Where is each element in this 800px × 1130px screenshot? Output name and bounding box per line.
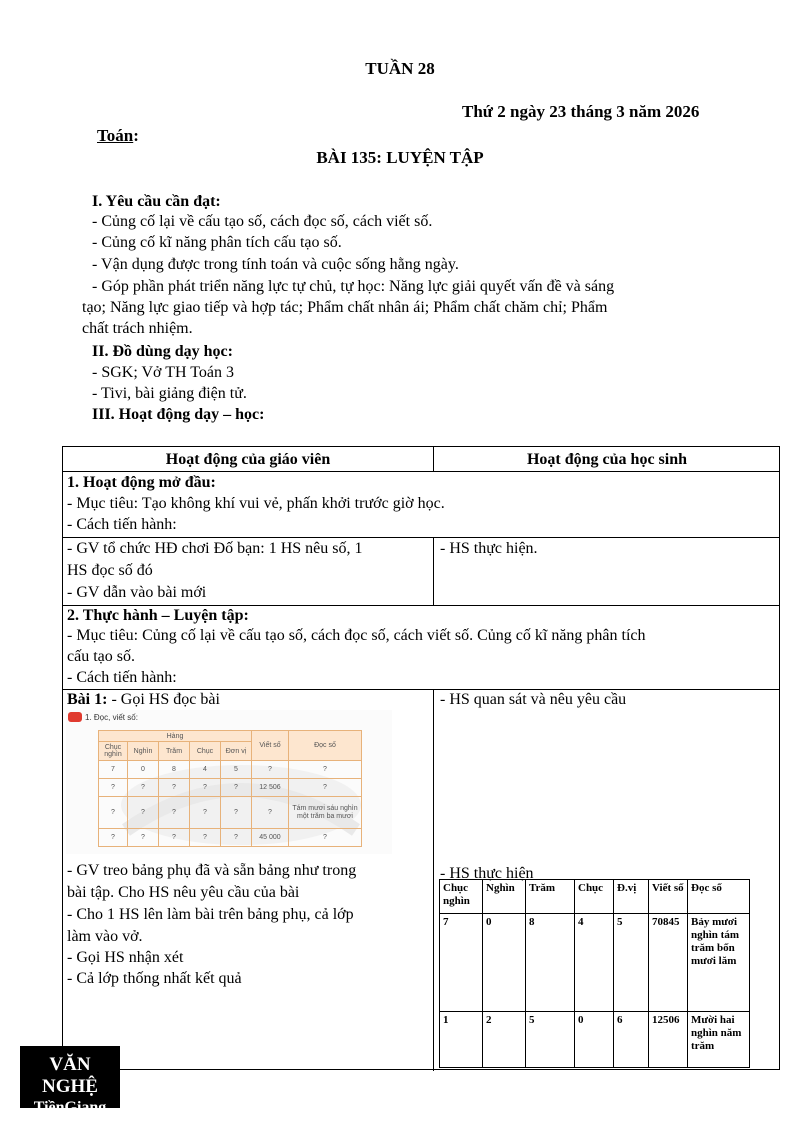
section1-heading: I. Yêu cầu cần đạt: [92,193,221,210]
tb-cell: 0 [128,761,159,779]
tb-cell: ? [289,761,362,779]
student-result-table [439,879,750,1068]
tb-cell: ? [99,797,128,829]
bai1-label: Bài 1: [67,691,108,708]
part1-teacher-line: HS đọc số đó [67,562,153,579]
section2-line: - Tivi, bài giảng điện tử. [92,385,247,402]
tb-header: Đọc số [289,731,362,761]
section1-line: - Củng cố kĩ năng phân tích cấu tạo số. [92,234,342,251]
tb-cell: ? [252,761,289,779]
st-header: Trăm [526,880,575,914]
st-header: Nghìn [483,880,526,914]
section2-line: - SGK; Vở TH Toán 3 [92,364,235,381]
part1-teacher-line: - GV tổ chức HĐ chơi Đố bạn: 1 HS nêu số, 1 [67,540,363,557]
tb-cell: ? [221,779,252,797]
tb-cell: ? [221,829,252,847]
part2-student-do: - HS thực hiện [440,865,534,882]
tb-cell: ? [99,779,128,797]
section1-line: tạo; Năng lực giao tiếp và hợp tác; Phẩm chất nhân ái; Phẩm chất chăm chỉ; Phẩm [82,299,608,316]
exercise-label: 1. Đọc, viết số: [85,712,138,722]
part1-teacher-line: - GV dẫn vào bài mới [67,584,207,601]
part1-student: - HS thực hiện. [440,540,538,557]
tb-cell: ? [190,829,221,847]
header-teacher: Hoạt động của giáo viên [165,451,331,468]
st-header: Đọc số [688,880,750,914]
bai1-teacher-line: - Gọi HS nhận xét [67,949,184,966]
st-cell: 8 [526,914,575,1012]
bai1-teacher-line: làm vào vở. [67,928,143,945]
st-cell: 6 [614,1012,649,1068]
part2-goal-line: - Mục tiêu: Củng cố lại về cấu tạo số, cách đọc số, cách viết số. Củng cố kĩ năng phân tích [67,627,646,644]
publisher-logo [20,1046,120,1116]
st-cell: Bảy mươi nghìn tám trăm bốn mươi lăm [688,914,750,1012]
st-cell: Mười hai nghìn năm trăm [688,1012,750,1068]
logo-line2: TiềnGiang [33,1099,107,1116]
subject-text: Toán [97,126,134,145]
tb-cell: ? [289,829,362,847]
group-header: Hàng [99,731,252,742]
tb-cell: ? [128,829,159,847]
st-header: Viết số [649,880,688,914]
section1-line: chất trách nhiệm. [82,320,193,337]
section1-line: - Vận dụng được trong tính toán và cuộc sống hằng ngày. [92,256,459,273]
part2-title: 2. Thực hành – Luyện tập: [67,607,249,624]
tb-cell: ? [289,779,362,797]
section1-line: - Củng cố lại về cấu tạo số, cách đọc số, cách viết số. [92,213,433,230]
tb-cell: 5 [221,761,252,779]
section1-line: - Góp phần phát triển năng lực tự chủ, tự học: Năng lực giải quyết vấn đề và sáng [92,278,615,295]
tb-header: Chục nghìn [99,742,128,761]
exercise-icon [68,712,82,722]
tb-cell: ? [159,779,190,797]
bai1-text: - Gọi HS đọc bài [107,691,220,708]
part2-method: - Cách tiến hành: [67,669,177,686]
st-cell: 0 [575,1012,614,1068]
subject-colon: : [133,126,139,145]
tb-cell: ? [252,797,289,829]
tb-cell: ? [190,779,221,797]
subject-label [97,126,139,146]
tb-header: Chục [190,742,221,761]
tb-header: Trăm [159,742,190,761]
st-header: Chục [575,880,614,914]
bai1-teacher-line: - Cả lớp thống nhất kết quả [67,970,242,987]
column-divider [433,537,434,605]
st-cell: 2 [483,1012,526,1068]
st-header: Đ.vị [614,880,649,914]
st-cell: 0 [483,914,526,1012]
tb-cell: 7 [99,761,128,779]
part1-goal: - Mục tiêu: Tạo không khí vui vẻ, phấn khởi trước giờ học. [67,495,445,512]
week-title: TUẦN 28 [365,59,435,78]
st-cell: 1 [440,1012,483,1068]
tb-cell: ? [99,829,128,847]
bai1-teacher-line: bài tập. Cho HS nêu yêu cầu của bài [67,884,300,901]
tb-header: Viết số [252,731,289,761]
tb-cell: ? [159,797,190,829]
st-cell: 12506 [649,1012,688,1068]
tb-header: Đơn vị [221,742,252,761]
column-divider [433,689,434,1071]
part1-title: 1. Hoạt động mở đầu: [67,474,216,491]
bai1-line [67,689,220,710]
header-student: Hoạt động của học sinh [526,451,688,468]
tb-cell: Tám mươi sáu nghìn một trăm ba mươi [289,797,362,829]
tb-header: Nghìn [128,742,159,761]
lesson-title: BÀI 135: LUYỆN TẬP [316,148,484,167]
logo-line1: VĂN NGHỆ [42,1054,98,1097]
tb-cell: ? [221,797,252,829]
textbook-image [66,710,392,854]
section2-heading: II. Đồ dùng dạy học: [92,343,233,360]
tb-cell: ? [190,797,221,829]
bai1-teacher-line: - GV treo bảng phụ đã và sẵn bảng như trong [67,862,357,879]
st-header: Chục nghìn [440,880,483,914]
tb-cell: 4 [190,761,221,779]
tb-cell: 8 [159,761,190,779]
st-cell: 5 [614,914,649,1012]
date-line: Thứ 2 ngày 23 tháng 3 năm 2026 [462,102,700,121]
tb-cell: ? [128,797,159,829]
tb-cell: 45 000 [252,829,289,847]
tb-cell: ? [159,829,190,847]
st-cell: 7 [440,914,483,1012]
textbook-table [98,730,362,847]
part2-student-observe: - HS quan sát và nêu yêu cầu [440,691,627,708]
part2-goal-line: cấu tạo số. [67,648,135,665]
tb-cell: 12 506 [252,779,289,797]
exercise-header [68,712,138,722]
st-cell: 4 [575,914,614,1012]
tb-cell: ? [128,779,159,797]
st-cell: 5 [526,1012,575,1068]
part1-method: - Cách tiến hành: [67,516,177,533]
st-cell: 70845 [649,914,688,1012]
bai1-teacher-line: - Cho 1 HS lên làm bài trên bảng phụ, cả lớp [67,906,354,923]
section3-heading: III. Hoạt động dạy – học: [92,406,265,423]
